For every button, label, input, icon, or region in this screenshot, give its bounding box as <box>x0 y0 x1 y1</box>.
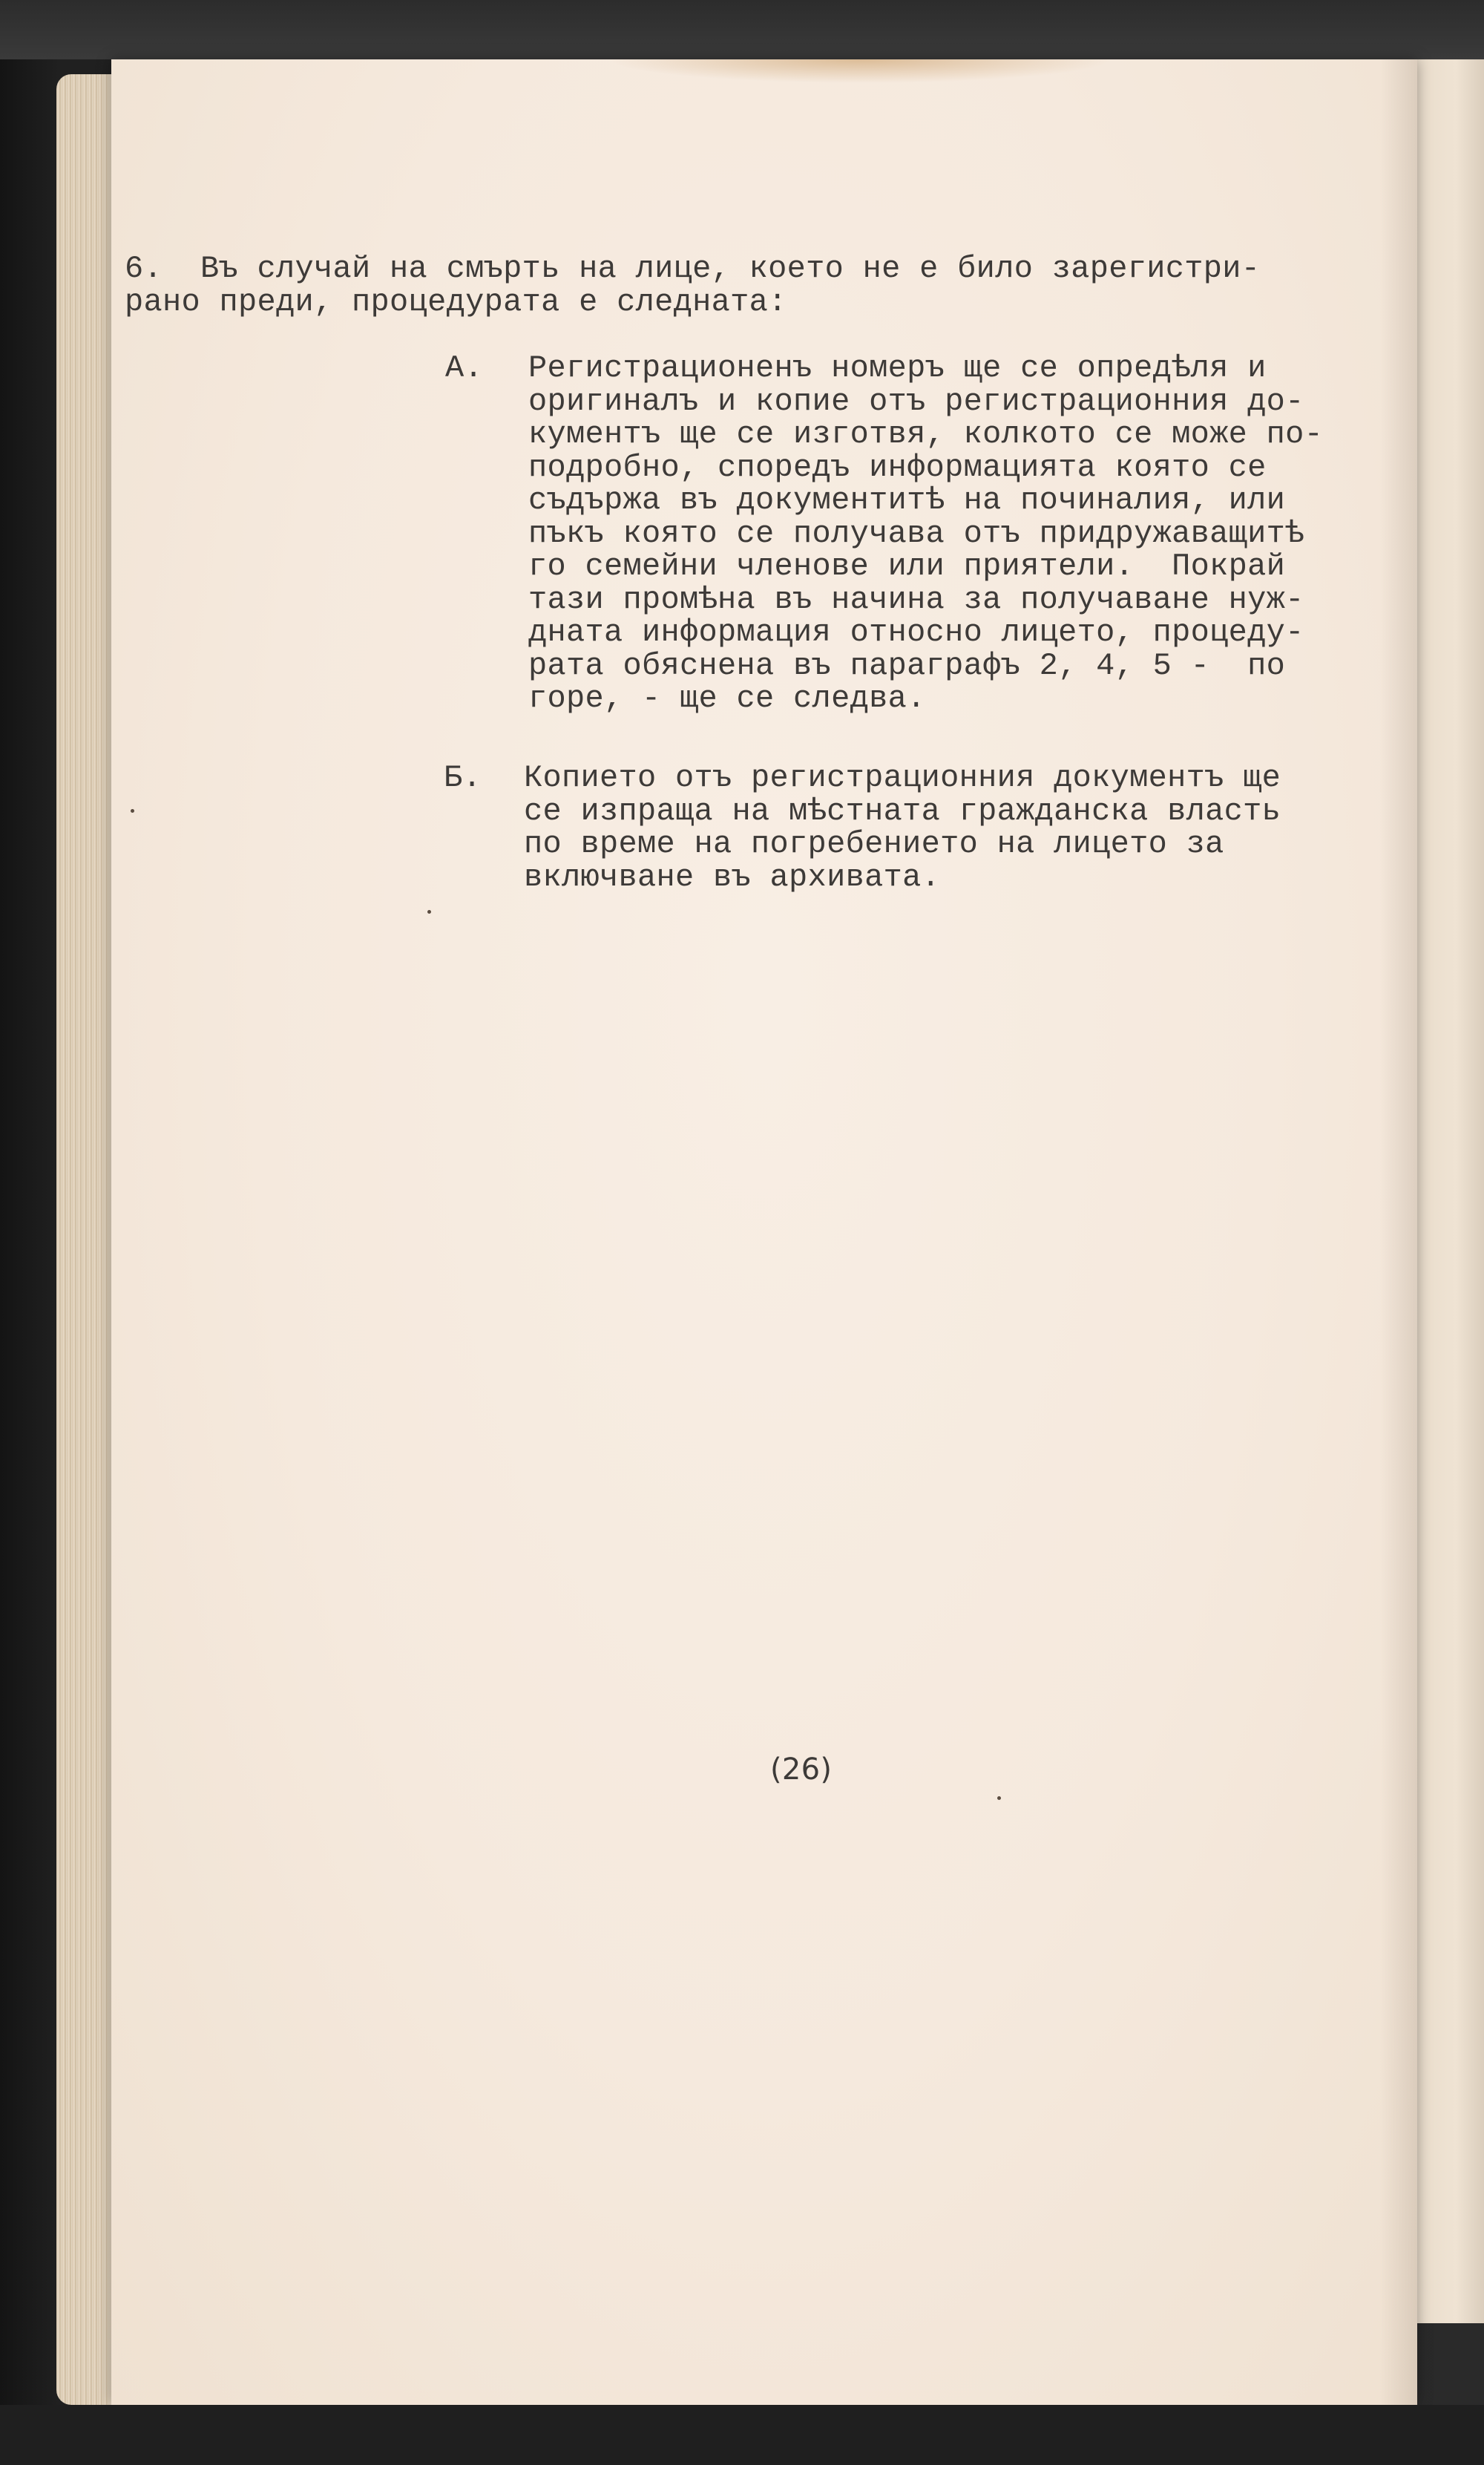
item-a-line: оригиналъ и копие отъ регистрационния до- <box>528 383 1304 419</box>
item-b-line: Копието отъ регистрационния документъ ще <box>524 760 1281 796</box>
paper-speck <box>131 809 134 813</box>
page-gutter-shadow <box>1380 59 1417 2405</box>
paper-speck <box>427 910 431 914</box>
paragraph-6-line: рано преди, процедурата е следната: <box>125 284 787 320</box>
paragraph-6 <box>125 252 1260 318</box>
item-a-line: горе, - ще се следва. <box>528 681 926 716</box>
background-top <box>0 0 1484 59</box>
item-a-line: тази промѣна въ начина за получаване нуж- <box>528 581 1304 618</box>
item-b-line: се изпраща на мѣстната гражданска власть <box>524 793 1281 829</box>
item-a-label: А. <box>445 350 484 386</box>
item-a-line: рата обяснена въ параграфъ 2, 4, 5 - по <box>528 647 1286 684</box>
item-b-label: Б. <box>444 760 482 796</box>
item-a-line: съдържа въ документитѣ на починалия, или <box>528 482 1286 518</box>
paragraph-6-line: 6. Въ случай на смърть на лице, което не е било зарегистри- <box>125 251 1261 287</box>
item-a-line: подробно, споредъ информацията която се <box>528 449 1267 485</box>
book-page-edges <box>56 74 116 2405</box>
item-b-line: включване въ архивата. <box>524 859 941 895</box>
item-a-line: Регистрационенъ номеръ ще се опредѣля и <box>528 350 1267 386</box>
page-number: (26) <box>770 1752 833 1787</box>
background-bottom <box>0 2405 1484 2465</box>
item-a-line: пъкъ която се получава отъ придружаващитѣ <box>528 515 1304 551</box>
item-a-body <box>528 352 1323 716</box>
page-stain <box>608 59 1113 83</box>
item-a-line: го семейни членове или приятели. Покрай <box>528 549 1286 584</box>
adjacent-page-edge <box>1410 59 1484 2323</box>
item-a-line: кументъ ще се изготвя, колкото се може по- <box>528 416 1324 452</box>
item-b-body <box>524 762 1281 894</box>
item-b-line: по време на погребението на лицето за <box>524 826 1224 862</box>
paper-speck <box>997 1796 1001 1800</box>
item-a-line: дната информация относно лицето, процеду- <box>528 615 1304 650</box>
